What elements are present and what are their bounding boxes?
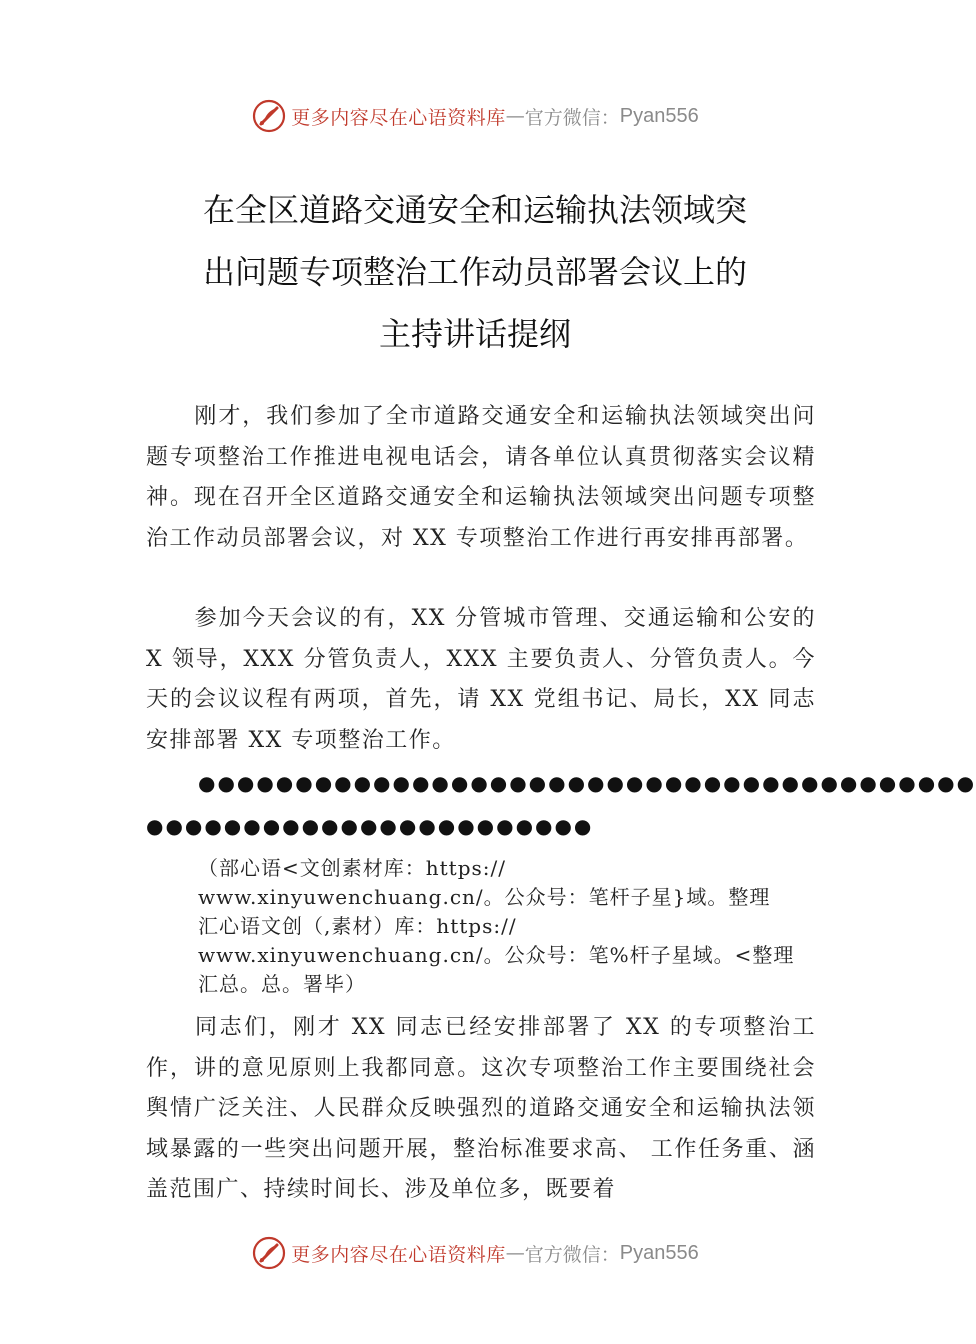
paragraph-1-text: 刚才，我们参加了全市道路交通安全和运输执法领域突出问题专项整治工作推进电视电话会，请各单位认真贯彻落实会议精神。现在召开全区道路交通安全和运输执法领域突出问题专项整治工作动员部署会议，对 XX 专项整治工作进行再安排再部署。: [146, 404, 816, 551]
pen-circle-icon: [251, 1235, 287, 1271]
note-line-2: www.xinyuwenchuang.cn/。公众号：笔杆子星}域。整理: [198, 885, 771, 909]
footer-wechat-label: 官方微信：: [524, 1243, 620, 1266]
note-line-5: 汇总。总。署毕）: [198, 972, 366, 996]
footer-separator: —: [505, 1242, 525, 1264]
note-line-4: www.xinyuwenchuang.cn/。公众号：笔%杆子星域。<整理: [198, 943, 795, 967]
footer-wechat-id: Pyan556: [619, 1241, 699, 1264]
title-line-3: 主持讲话提纲: [378, 315, 571, 353]
footer-tagline: 更多内容尽在心语资料库: [291, 1243, 506, 1266]
paragraph-2: [146, 599, 816, 761]
watermark-note: [198, 854, 838, 999]
paragraph-3-text: 同志们，刚才 XX 同志已经安排部署了 XX 的专项整治工作，讲的意见原则上我都同意。这次专项整治工作主要围绕社会舆情广泛关注、人民群众反映强烈的道路交通安全和运输执法领域暴露的一些突出问题开展，整治标准要求高、 工作任务重、涵盖范围广、持续时间长、涉及单位多，既要着: [146, 1015, 816, 1202]
note-line-1: （部心语<文创素材库：https://: [198, 856, 506, 880]
pen-circle-icon: [251, 98, 287, 134]
header-tagline: 更多内容尽在心语资料库: [291, 106, 506, 129]
title-line-1: 在全区道路交通安全和运输执法领域突: [202, 191, 747, 229]
paragraph-1: [146, 397, 816, 559]
header-separator: —: [505, 105, 525, 127]
dots-separator-1: ●●●●●●●●●●●●●●●●●●●●●●●●●●●●●●●●●●●●●●●●: [198, 771, 976, 795]
paragraph-3: [146, 1008, 816, 1211]
document-title: [0, 179, 950, 365]
dots-separator-2: ●●●●●●●●●●●●●●●●●●●●●●●: [146, 814, 594, 838]
paragraph-2-text: 参加今天会议的有，XX 分管城市管理、交通运输和公安的 X 领导，XXX 分管负责人，XXX 主要负责人、分管负责人。今天的会议议程有两项，首先，请 XX 党组书记、局长，XX 同志安排部署 XX 专项整治工作。: [146, 606, 816, 753]
header-banner: [0, 96, 950, 136]
title-line-2: 出问题专项整治工作动员部署会议上的: [202, 253, 747, 291]
header-wechat-label: 官方微信：: [524, 106, 620, 129]
header-wechat-id: Pyan556: [619, 104, 699, 127]
note-line-3: 汇心语文创（,素材）库：https://: [198, 914, 517, 938]
footer-banner: [0, 1233, 950, 1273]
